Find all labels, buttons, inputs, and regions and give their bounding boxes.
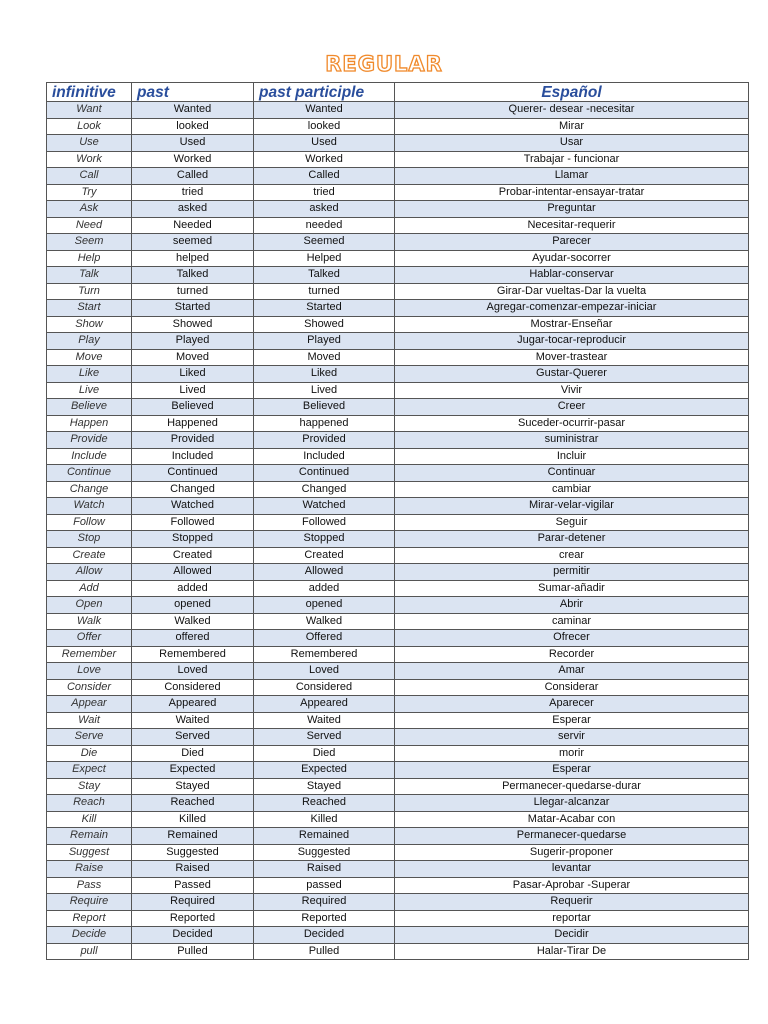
spanish-cell: crear	[395, 547, 749, 564]
participle-cell: Appeared	[254, 696, 395, 713]
past-cell: Raised	[132, 861, 254, 878]
table-row	[47, 432, 749, 449]
past-cell: Served	[132, 729, 254, 746]
participle-cell: Remembered	[254, 646, 395, 663]
past-cell: Allowed	[132, 564, 254, 581]
spanish-cell: Llamar	[395, 168, 749, 185]
spanish-cell: reportar	[395, 910, 749, 927]
table-row	[47, 646, 749, 663]
past-cell: helped	[132, 250, 254, 267]
spanish-cell: Girar-Dar vueltas-Dar la vuelta	[395, 283, 749, 300]
participle-cell: Allowed	[254, 564, 395, 581]
participle-cell: passed	[254, 877, 395, 894]
past-cell: Pulled	[132, 943, 254, 960]
table-row	[47, 712, 749, 729]
table-row	[47, 300, 749, 317]
table-row	[47, 465, 749, 482]
table-row	[47, 943, 749, 960]
table-row	[47, 811, 749, 828]
table-row	[47, 399, 749, 416]
infinitive-cell: Report	[47, 910, 132, 927]
infinitive-cell: Kill	[47, 811, 132, 828]
past-cell: Wanted	[132, 102, 254, 119]
table-row	[47, 729, 749, 746]
infinitive-cell: Believe	[47, 399, 132, 416]
table-row	[47, 102, 749, 119]
participle-cell: happened	[254, 415, 395, 432]
participle-cell: tried	[254, 184, 395, 201]
table-row	[47, 877, 749, 894]
header-past-participle: past participle	[254, 83, 395, 102]
spanish-cell: servir	[395, 729, 749, 746]
table-row	[47, 564, 749, 581]
spanish-cell: Permanecer-quedarse	[395, 828, 749, 845]
spanish-cell: Gustar-Querer	[395, 366, 749, 383]
participle-cell: Liked	[254, 366, 395, 383]
past-cell: Created	[132, 547, 254, 564]
infinitive-cell: Consider	[47, 679, 132, 696]
spanish-cell: Necesitar-requerir	[395, 217, 749, 234]
past-cell: Showed	[132, 316, 254, 333]
past-cell: looked	[132, 118, 254, 135]
infinitive-cell: Work	[47, 151, 132, 168]
participle-cell: Followed	[254, 514, 395, 531]
table-row	[47, 696, 749, 713]
participle-cell: Raised	[254, 861, 395, 878]
past-cell: Moved	[132, 349, 254, 366]
spanish-cell: Recorder	[395, 646, 749, 663]
past-cell: Started	[132, 300, 254, 317]
participle-cell: turned	[254, 283, 395, 300]
infinitive-cell: Suggest	[47, 844, 132, 861]
participle-cell: Wanted	[254, 102, 395, 119]
infinitive-cell: Use	[47, 135, 132, 152]
participle-cell: Reached	[254, 795, 395, 812]
spanish-cell: Ayudar-socorrer	[395, 250, 749, 267]
spanish-cell: levantar	[395, 861, 749, 878]
spanish-cell: caminar	[395, 613, 749, 630]
past-cell: Needed	[132, 217, 254, 234]
past-cell: Believed	[132, 399, 254, 416]
participle-cell: Helped	[254, 250, 395, 267]
participle-cell: Used	[254, 135, 395, 152]
infinitive-cell: Remember	[47, 646, 132, 663]
participle-cell: Required	[254, 894, 395, 911]
infinitive-cell: Die	[47, 745, 132, 762]
past-cell: offered	[132, 630, 254, 647]
infinitive-cell: Help	[47, 250, 132, 267]
participle-cell: Played	[254, 333, 395, 350]
spanish-cell: Sumar-añadir	[395, 580, 749, 597]
past-cell: Provided	[132, 432, 254, 449]
participle-cell: Waited	[254, 712, 395, 729]
infinitive-cell: pull	[47, 943, 132, 960]
participle-cell: Included	[254, 448, 395, 465]
infinitive-cell: Start	[47, 300, 132, 317]
infinitive-cell: Require	[47, 894, 132, 911]
infinitive-cell: Happen	[47, 415, 132, 432]
spanish-cell: Hablar-conservar	[395, 267, 749, 284]
spanish-cell: Mirar	[395, 118, 749, 135]
infinitive-cell: Stay	[47, 778, 132, 795]
participle-cell: asked	[254, 201, 395, 218]
spanish-cell: suministrar	[395, 432, 749, 449]
table-row	[47, 580, 749, 597]
infinitive-cell: Play	[47, 333, 132, 350]
table-row	[47, 844, 749, 861]
participle-cell: Pulled	[254, 943, 395, 960]
participle-cell: Seemed	[254, 234, 395, 251]
past-cell: Worked	[132, 151, 254, 168]
participle-cell: opened	[254, 597, 395, 614]
table-row	[47, 316, 749, 333]
spanish-cell: Halar-Tirar De	[395, 943, 749, 960]
participle-cell: Reported	[254, 910, 395, 927]
infinitive-cell: Reach	[47, 795, 132, 812]
table-row	[47, 283, 749, 300]
infinitive-cell: Turn	[47, 283, 132, 300]
infinitive-cell: Allow	[47, 564, 132, 581]
table-row	[47, 135, 749, 152]
infinitive-cell: Call	[47, 168, 132, 185]
spanish-cell: Mover-trastear	[395, 349, 749, 366]
spanish-cell: Llegar-alcanzar	[395, 795, 749, 812]
participle-cell: Suggested	[254, 844, 395, 861]
infinitive-cell: Seem	[47, 234, 132, 251]
spanish-cell: Sugerir-proponer	[395, 844, 749, 861]
infinitive-cell: Show	[47, 316, 132, 333]
past-cell: Expected	[132, 762, 254, 779]
infinitive-cell: Add	[47, 580, 132, 597]
participle-cell: Provided	[254, 432, 395, 449]
table-row	[47, 498, 749, 515]
page-title: REGULAR	[325, 52, 443, 76]
past-cell: Appeared	[132, 696, 254, 713]
spanish-cell: Esperar	[395, 712, 749, 729]
infinitive-cell: Create	[47, 547, 132, 564]
past-cell: Decided	[132, 927, 254, 944]
past-cell: Died	[132, 745, 254, 762]
spanish-cell: Permanecer-quedarse-durar	[395, 778, 749, 795]
infinitive-cell: Expect	[47, 762, 132, 779]
participle-cell: Decided	[254, 927, 395, 944]
past-cell: Played	[132, 333, 254, 350]
table-row	[47, 679, 749, 696]
participle-cell: Lived	[254, 382, 395, 399]
infinitive-cell: Try	[47, 184, 132, 201]
spanish-cell: Suceder-ocurrir-pasar	[395, 415, 749, 432]
past-cell: Reached	[132, 795, 254, 812]
infinitive-cell: Provide	[47, 432, 132, 449]
header-row	[47, 83, 749, 102]
participle-cell: Moved	[254, 349, 395, 366]
infinitive-cell: Watch	[47, 498, 132, 515]
spanish-cell: Agregar-comenzar-empezar-iniciar	[395, 300, 749, 317]
header-spanish: Español	[395, 83, 749, 102]
participle-cell: Talked	[254, 267, 395, 284]
past-cell: Walked	[132, 613, 254, 630]
spanish-cell: Creer	[395, 399, 749, 416]
table-row	[47, 894, 749, 911]
infinitive-cell: Love	[47, 663, 132, 680]
infinitive-cell: Serve	[47, 729, 132, 746]
spanish-cell: Considerar	[395, 679, 749, 696]
spanish-cell: Incluir	[395, 448, 749, 465]
spanish-cell: Decidir	[395, 927, 749, 944]
spanish-cell: Pasar-Aprobar -Superar	[395, 877, 749, 894]
infinitive-cell: Decide	[47, 927, 132, 944]
infinitive-cell: Remain	[47, 828, 132, 845]
spanish-cell: Matar-Acabar con	[395, 811, 749, 828]
infinitive-cell: Want	[47, 102, 132, 119]
past-cell: Suggested	[132, 844, 254, 861]
participle-cell: Considered	[254, 679, 395, 696]
spanish-cell: Ofrecer	[395, 630, 749, 647]
past-cell: Included	[132, 448, 254, 465]
spanish-cell: Seguir	[395, 514, 749, 531]
participle-cell: Called	[254, 168, 395, 185]
participle-cell: Loved	[254, 663, 395, 680]
infinitive-cell: Offer	[47, 630, 132, 647]
table-row	[47, 745, 749, 762]
infinitive-cell: Appear	[47, 696, 132, 713]
infinitive-cell: Need	[47, 217, 132, 234]
spanish-cell: Esperar	[395, 762, 749, 779]
table-row	[47, 366, 749, 383]
verb-table	[46, 82, 749, 960]
past-cell: Lived	[132, 382, 254, 399]
table-row	[47, 778, 749, 795]
participle-cell: Showed	[254, 316, 395, 333]
table-row	[47, 630, 749, 647]
verb-table-body	[47, 102, 749, 960]
table-row	[47, 201, 749, 218]
past-cell: added	[132, 580, 254, 597]
table-row	[47, 795, 749, 812]
spanish-cell: Continuar	[395, 465, 749, 482]
infinitive-cell: Raise	[47, 861, 132, 878]
past-cell: Stayed	[132, 778, 254, 795]
table-row	[47, 250, 749, 267]
table-row	[47, 168, 749, 185]
infinitive-cell: Walk	[47, 613, 132, 630]
infinitive-cell: Move	[47, 349, 132, 366]
past-cell: Liked	[132, 366, 254, 383]
table-row	[47, 861, 749, 878]
spanish-cell: cambiar	[395, 481, 749, 498]
past-cell: Waited	[132, 712, 254, 729]
spanish-cell: permitir	[395, 564, 749, 581]
spanish-cell: Querer- desear -necesitar	[395, 102, 749, 119]
past-cell: Used	[132, 135, 254, 152]
past-cell: Remained	[132, 828, 254, 845]
table-row	[47, 613, 749, 630]
participle-cell: Created	[254, 547, 395, 564]
past-cell: Called	[132, 168, 254, 185]
infinitive-cell: Continue	[47, 465, 132, 482]
participle-cell: Watched	[254, 498, 395, 515]
table-row	[47, 597, 749, 614]
past-cell: seemed	[132, 234, 254, 251]
header-past: past	[132, 83, 254, 102]
past-cell: Followed	[132, 514, 254, 531]
participle-cell: looked	[254, 118, 395, 135]
infinitive-cell: Follow	[47, 514, 132, 531]
infinitive-cell: Include	[47, 448, 132, 465]
past-cell: Reported	[132, 910, 254, 927]
table-row	[47, 151, 749, 168]
header-infinitive: infinitive	[47, 83, 132, 102]
spanish-cell: Usar	[395, 135, 749, 152]
participle-cell: Changed	[254, 481, 395, 498]
table-row	[47, 267, 749, 284]
past-cell: asked	[132, 201, 254, 218]
table-row	[47, 547, 749, 564]
spanish-cell: Amar	[395, 663, 749, 680]
participle-cell: Stayed	[254, 778, 395, 795]
infinitive-cell: Pass	[47, 877, 132, 894]
past-cell: Changed	[132, 481, 254, 498]
participle-cell: Died	[254, 745, 395, 762]
participle-cell: Expected	[254, 762, 395, 779]
past-cell: Killed	[132, 811, 254, 828]
spanish-cell: Preguntar	[395, 201, 749, 218]
participle-cell: Worked	[254, 151, 395, 168]
participle-cell: Killed	[254, 811, 395, 828]
spanish-cell: Probar-intentar-ensayar-tratar	[395, 184, 749, 201]
spanish-cell: morir	[395, 745, 749, 762]
past-cell: Loved	[132, 663, 254, 680]
participle-cell: Remained	[254, 828, 395, 845]
past-cell: Required	[132, 894, 254, 911]
infinitive-cell: Stop	[47, 531, 132, 548]
past-cell: opened	[132, 597, 254, 614]
table-row	[47, 415, 749, 432]
table-row	[47, 118, 749, 135]
participle-cell: Started	[254, 300, 395, 317]
past-cell: tried	[132, 184, 254, 201]
past-cell: Remembered	[132, 646, 254, 663]
participle-cell: Believed	[254, 399, 395, 416]
past-cell: Talked	[132, 267, 254, 284]
spanish-cell: Parecer	[395, 234, 749, 251]
past-cell: Happened	[132, 415, 254, 432]
table-row	[47, 828, 749, 845]
infinitive-cell: Live	[47, 382, 132, 399]
infinitive-cell: Like	[47, 366, 132, 383]
participle-cell: Offered	[254, 630, 395, 647]
spanish-cell: Aparecer	[395, 696, 749, 713]
table-row	[47, 927, 749, 944]
spanish-cell: Abrir	[395, 597, 749, 614]
past-cell: Stopped	[132, 531, 254, 548]
infinitive-cell: Look	[47, 118, 132, 135]
table-row	[47, 448, 749, 465]
table-row	[47, 349, 749, 366]
participle-cell: needed	[254, 217, 395, 234]
past-cell: Continued	[132, 465, 254, 482]
participle-cell: added	[254, 580, 395, 597]
past-cell: Considered	[132, 679, 254, 696]
spanish-cell: Mirar-velar-vigilar	[395, 498, 749, 515]
past-cell: Passed	[132, 877, 254, 894]
spanish-cell: Requerir	[395, 894, 749, 911]
participle-cell: Served	[254, 729, 395, 746]
table-row	[47, 762, 749, 779]
infinitive-cell: Ask	[47, 201, 132, 218]
infinitive-cell: Open	[47, 597, 132, 614]
past-cell: turned	[132, 283, 254, 300]
table-row	[47, 910, 749, 927]
table-row	[47, 234, 749, 251]
spanish-cell: Trabajar - funcionar	[395, 151, 749, 168]
table-row	[47, 531, 749, 548]
table-row	[47, 514, 749, 531]
table-row	[47, 663, 749, 680]
spanish-cell: Vivir	[395, 382, 749, 399]
table-row	[47, 481, 749, 498]
infinitive-cell: Change	[47, 481, 132, 498]
infinitive-cell: Talk	[47, 267, 132, 284]
spanish-cell: Parar-detener	[395, 531, 749, 548]
table-row	[47, 184, 749, 201]
participle-cell: Stopped	[254, 531, 395, 548]
infinitive-cell: Wait	[47, 712, 132, 729]
spanish-cell: Jugar-tocar-reproducir	[395, 333, 749, 350]
participle-cell: Walked	[254, 613, 395, 630]
spanish-cell: Mostrar-Enseñar	[395, 316, 749, 333]
past-cell: Watched	[132, 498, 254, 515]
table-row	[47, 333, 749, 350]
participle-cell: Continued	[254, 465, 395, 482]
table-row	[47, 217, 749, 234]
table-row	[47, 382, 749, 399]
